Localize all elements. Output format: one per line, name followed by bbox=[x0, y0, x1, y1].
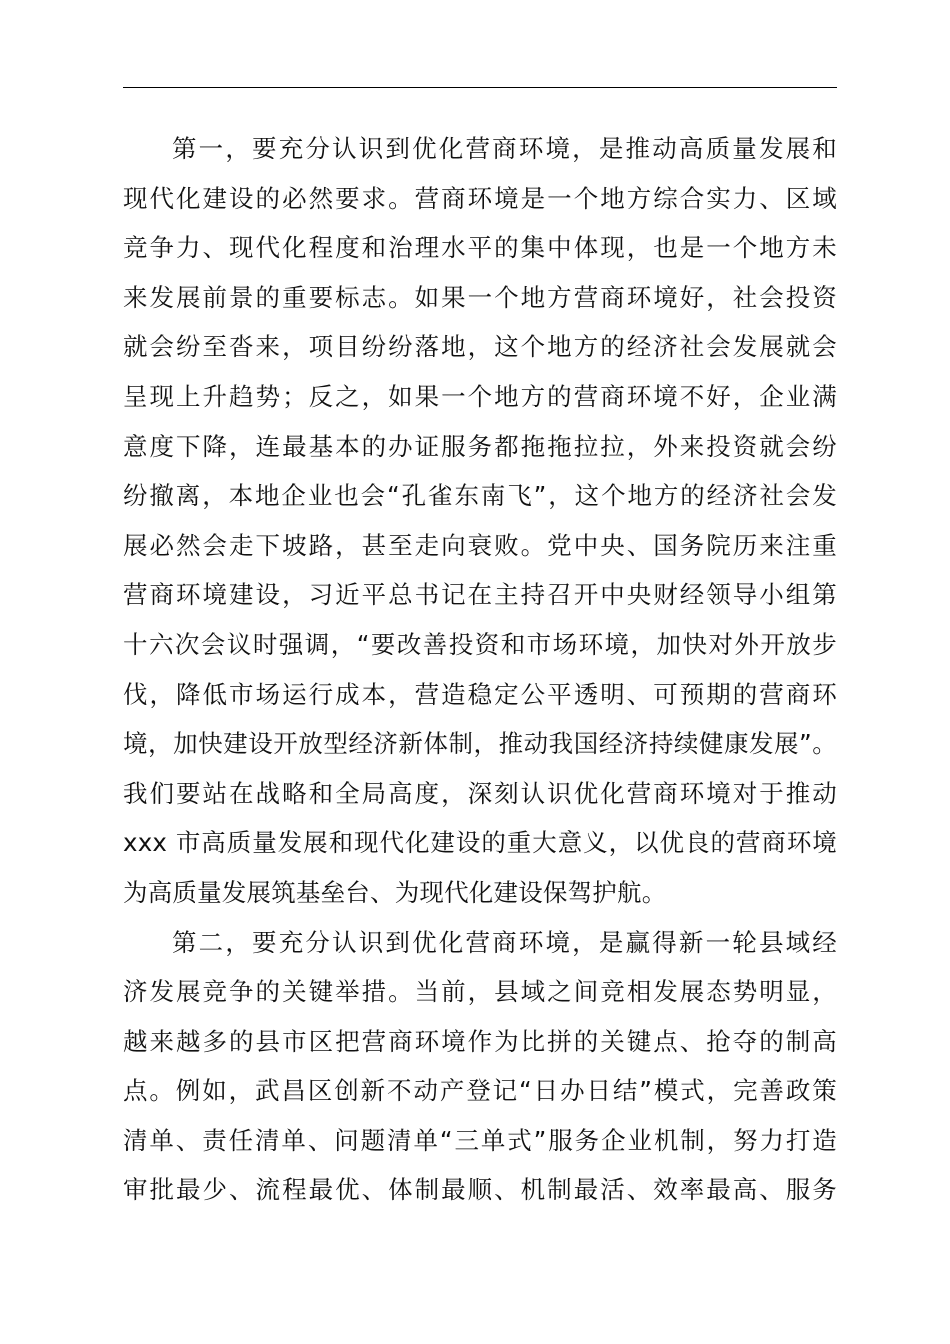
paragraph-1-line-15: xxx 市高质量发展和现代化建设的重大意义，以优良的营商环境 bbox=[123, 828, 837, 858]
paragraph-1-line-2: 现代化建设的必然要求。营商环境是一个地方综合实力、区域 bbox=[123, 183, 837, 213]
paragraph-1-line-1: 第一，要充分认识到优化营商环境，是推动高质量发展和 bbox=[172, 134, 837, 163]
paragraph-2-line-4: 点。例如，武昌区创新不动产登记“日办日结”模式，完善政策 bbox=[123, 1076, 837, 1106]
paragraph-2-line-3: 越来越多的县市区把营商环境作为比拼的关键点、抢夺的制高 bbox=[123, 1026, 837, 1056]
paragraph-1-line-12: 伐，降低市场运行成本，营造稳定公平透明、可预期的营商环 bbox=[123, 679, 837, 709]
paragraph-1-line-5: 就会纷至沓来，项目纷纷落地，这个地方的经济社会发展就会 bbox=[123, 332, 837, 362]
paragraph-1-line-4: 来发展前景的重要标志。如果一个地方营商环境好，社会投资 bbox=[123, 282, 837, 312]
paragraph-1-line-8: 纷撤离，本地企业也会“孔雀东南飞”，这个地方的经济社会发 bbox=[123, 481, 837, 511]
paragraph-2-line-5: 清单、责任清单、问题清单“三单式”服务企业机制，努力打造 bbox=[123, 1125, 837, 1155]
paragraph-2-line-2: 济发展竞争的关键举措。当前，县域之间竞相发展态势明显， bbox=[123, 977, 837, 1007]
paragraph-2-line-1: 第二，要充分认识到优化营商环境，是赢得新一轮县域经 bbox=[172, 927, 837, 957]
paragraph-1-line-3: 竞争力、现代化程度和治理水平的集中体现，也是一个地方未 bbox=[123, 233, 837, 263]
paragraph-1-line-14: 我们要站在战略和全局高度，深刻认识优化营商环境对于推动 bbox=[123, 778, 837, 808]
header-rule bbox=[123, 87, 837, 88]
paragraph-1-line-13: 境，加快建设开放型经济新体制，推动我国经济持续健康发展”。 bbox=[123, 729, 837, 759]
paragraph-2-line-6: 审批最少、流程最优、体制最顺、机制最活、效率最高、服务 bbox=[123, 1175, 837, 1205]
paragraph-1-line-11: 十六次会议时强调，“要改善投资和市场环境，加快对外开放步 bbox=[123, 629, 837, 659]
paragraph-1-line-16: 为高质量发展筑基垒台、为现代化建设保驾护航。 bbox=[123, 877, 667, 907]
paragraph-1-line-7: 意度下降，连最基本的办证服务都拖拖拉拉，外来投资就会纷 bbox=[123, 431, 837, 461]
paragraph-1-line-9: 展必然会走下坡路，甚至走向衰败。党中央、国务院历来注重 bbox=[123, 530, 837, 560]
paragraph-1-line-6: 呈现上升趋势；反之，如果一个地方的营商环境不好，企业满 bbox=[123, 381, 837, 411]
document-body bbox=[123, 124, 837, 1215]
paragraph-1-line-10: 营商环境建设，习近平总书记在主持召开中央财经领导小组第 bbox=[123, 580, 837, 610]
